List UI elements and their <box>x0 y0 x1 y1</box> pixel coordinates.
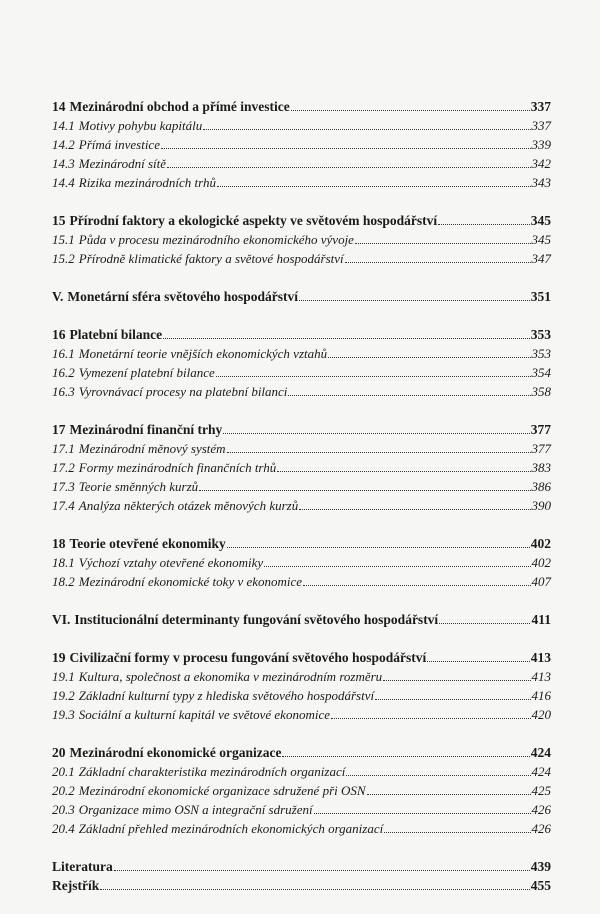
entry-page-number: 345 <box>531 232 551 247</box>
entry-page-number: 426 <box>531 821 551 836</box>
toc-section-entry[interactable] <box>52 800 551 819</box>
dot-leader <box>264 565 530 567</box>
toc-section-entry[interactable] <box>52 173 551 192</box>
entry-number: 16.2 <box>52 365 75 380</box>
dot-leader <box>163 337 530 339</box>
entry-page-number: 439 <box>530 859 551 874</box>
entry-number: 20.4 <box>52 821 75 836</box>
dot-leader <box>161 147 531 149</box>
dot-leader <box>303 584 530 586</box>
toc-section-entry[interactable] <box>52 781 551 800</box>
toc-section-entry[interactable] <box>52 230 551 249</box>
entry-page-number: 351 <box>530 289 551 304</box>
entry-number: 15.2 <box>52 251 75 266</box>
toc-chapter-entry[interactable] <box>52 648 551 667</box>
entry-page-number: 358 <box>531 384 551 399</box>
entry-page-number: 407 <box>531 574 551 589</box>
dot-leader <box>383 679 530 681</box>
entry-number: 17.3 <box>52 479 75 494</box>
dot-leader <box>223 432 529 434</box>
toc-section-entry[interactable] <box>52 762 551 781</box>
toc-group <box>52 857 551 895</box>
entry-number: 14.3 <box>52 156 75 171</box>
entry-page-number: 424 <box>531 764 551 779</box>
toc-chapter-entry[interactable] <box>52 211 551 230</box>
entry-number: 15 <box>52 213 66 228</box>
toc-group <box>52 97 551 192</box>
entry-page-number: 347 <box>531 251 551 266</box>
entry-number: 18.1 <box>52 555 75 570</box>
toc-section-entry[interactable] <box>52 344 551 363</box>
entry-page-number: 353 <box>530 327 551 342</box>
dot-leader <box>199 489 530 491</box>
toc-chapter-entry[interactable] <box>52 857 551 876</box>
dot-leader <box>277 470 530 472</box>
toc-section-entry[interactable] <box>52 458 551 477</box>
entry-number: VI. <box>52 612 71 627</box>
entry-page-number: 426 <box>531 802 551 817</box>
entry-page-number: 411 <box>531 612 551 627</box>
toc-chapter-entry[interactable] <box>52 325 551 344</box>
entry-title: Rejstřík <box>52 878 100 893</box>
entry-title: Sociální a kulturní kapitál ve světové ekonomice <box>78 707 330 722</box>
dot-leader <box>328 356 530 358</box>
entry-page-number: 343 <box>531 175 551 190</box>
entry-title: Monetární sféra světového hospodářství <box>67 289 298 304</box>
toc-group <box>52 325 551 401</box>
dot-leader <box>288 394 530 396</box>
entry-title: Motivy pohybu kapitálu <box>78 118 203 133</box>
entry-title: Teorie směnných kurzů <box>78 479 199 494</box>
entry-page-number: 377 <box>530 422 551 437</box>
dot-leader <box>355 242 531 244</box>
entry-number: 19 <box>52 650 66 665</box>
entry-title: Institucionální determinanty fungování světového hospodářství <box>74 612 439 627</box>
entry-title: Mezinárodní obchod a přímé investice <box>69 99 290 114</box>
entry-page-number: 337 <box>531 118 551 133</box>
entry-number: 16.3 <box>52 384 75 399</box>
toc-group <box>52 287 551 306</box>
toc-section-entry[interactable] <box>52 686 551 705</box>
entry-number: 17.4 <box>52 498 75 513</box>
entry-title: Platební bilance <box>69 327 163 342</box>
dot-leader <box>100 888 530 890</box>
toc-section-entry[interactable] <box>52 667 551 686</box>
entry-page-number: 413 <box>530 650 551 665</box>
toc-chapter-entry[interactable] <box>52 420 551 439</box>
entry-title: Vymezení platební bilance <box>78 365 215 380</box>
entry-page-number: 337 <box>530 99 551 114</box>
toc-group <box>52 211 551 268</box>
entry-page-number: 413 <box>531 669 551 684</box>
entry-title: Základní přehled mezinárodních ekonomických organizací <box>78 821 384 836</box>
entry-number: 20.1 <box>52 764 75 779</box>
toc-chapter-entry[interactable] <box>52 876 551 895</box>
entry-number: 19.2 <box>52 688 75 703</box>
toc-group <box>52 534 551 591</box>
entry-number: 14 <box>52 99 66 114</box>
entry-page-number: 455 <box>530 878 551 893</box>
entry-page-number: 353 <box>531 346 551 361</box>
entry-page-number: 386 <box>531 479 551 494</box>
entry-page-number: 342 <box>531 156 551 171</box>
toc-section-entry[interactable] <box>52 819 551 838</box>
entry-page-number: 354 <box>531 365 551 380</box>
toc-chapter-entry[interactable] <box>52 287 551 306</box>
toc-section-entry[interactable] <box>52 363 551 382</box>
entry-title: Přírodní faktory a ekologické aspekty ve světovém hospodářství <box>69 213 438 228</box>
dot-leader <box>203 128 530 130</box>
entry-number: 20 <box>52 745 66 760</box>
dot-leader <box>346 774 530 776</box>
toc-section-entry[interactable] <box>52 572 551 591</box>
entry-title: Organizace mimo OSN a integrační sdružení <box>78 802 313 817</box>
dot-leader <box>227 546 530 548</box>
entry-page-number: 339 <box>531 137 551 152</box>
toc-group <box>52 610 551 629</box>
entry-title: Monetární teorie vnějších ekonomických vztahů <box>78 346 328 361</box>
entry-number: 16.1 <box>52 346 75 361</box>
dot-leader <box>384 831 530 833</box>
toc-section-entry[interactable] <box>52 496 551 515</box>
entry-title: Analýza některých otázek měnových kurzů <box>78 498 299 513</box>
dot-leader <box>299 299 530 301</box>
entry-title: Základní kulturní typy z hlediska světového hospodářství <box>78 688 375 703</box>
toc-group <box>52 743 551 838</box>
toc-section-entry[interactable] <box>52 116 551 135</box>
toc-section-entry[interactable] <box>52 705 551 724</box>
toc-chapter-entry[interactable] <box>52 97 551 116</box>
entry-number: 18.2 <box>52 574 75 589</box>
entry-page-number: 377 <box>531 441 551 456</box>
toc-chapter-entry[interactable] <box>52 610 551 629</box>
entry-number: 17 <box>52 422 66 437</box>
entry-page-number: 383 <box>531 460 551 475</box>
toc-group <box>52 420 551 515</box>
dot-leader <box>299 508 530 510</box>
entry-title: Mezinárodní finanční trhy <box>69 422 223 437</box>
entry-title: Půda v procesu mezinárodního ekonomického vývoje <box>78 232 354 247</box>
entry-page-number: 390 <box>531 498 551 513</box>
entry-number: 16 <box>52 327 66 342</box>
dot-leader <box>217 185 531 187</box>
dot-leader <box>282 755 529 757</box>
dot-leader <box>114 869 530 871</box>
dot-leader <box>216 375 531 377</box>
dot-leader <box>439 622 530 624</box>
entry-title: Vyrovnávací procesy na platební bilanci <box>78 384 288 399</box>
dot-leader <box>367 793 531 795</box>
entry-number: 18 <box>52 536 66 551</box>
entry-title: Literatura <box>52 859 113 874</box>
entry-number: 20.3 <box>52 802 75 817</box>
entry-page-number: 425 <box>531 783 551 798</box>
entry-title: Kultura, společnost a ekonomika v mezinárodním rozměru <box>78 669 383 684</box>
entry-number: 17.1 <box>52 441 75 456</box>
entry-number: 19.1 <box>52 669 75 684</box>
entry-number: 14.1 <box>52 118 75 133</box>
toc-group <box>52 648 551 724</box>
entry-page-number: 416 <box>531 688 551 703</box>
toc-section-entry[interactable] <box>52 477 551 496</box>
toc-section-entry[interactable] <box>52 553 551 572</box>
dot-leader <box>375 698 530 700</box>
entry-number: 15.1 <box>52 232 75 247</box>
entry-title: Mezinárodní měnový systém <box>78 441 226 456</box>
toc-section-entry[interactable] <box>52 382 551 401</box>
entry-number: 14.2 <box>52 137 75 152</box>
entry-number: 17.2 <box>52 460 75 475</box>
toc-section-entry[interactable] <box>52 439 551 458</box>
dot-leader <box>331 717 531 719</box>
entry-title: Přírodně klimatické faktory a světové hospodářství <box>78 251 344 266</box>
toc-section-entry[interactable] <box>52 154 551 173</box>
dot-leader <box>167 166 530 168</box>
table-of-contents <box>52 97 551 914</box>
dot-leader <box>314 812 531 814</box>
entry-title: Mezinárodní sítě <box>78 156 167 171</box>
entry-title: Přímá investice <box>78 137 160 152</box>
entry-title: Mezinárodní ekonomické organizace <box>69 745 282 760</box>
entry-page-number: 402 <box>531 555 551 570</box>
dot-leader <box>438 223 530 225</box>
toc-chapter-entry[interactable] <box>52 534 551 553</box>
entry-title: Výchozí vztahy otevřené ekonomiky <box>78 555 264 570</box>
entry-number: 14.4 <box>52 175 75 190</box>
entry-number: V. <box>52 289 64 304</box>
dot-leader <box>345 261 531 263</box>
entry-page-number: 345 <box>530 213 551 228</box>
toc-chapter-entry[interactable] <box>52 743 551 762</box>
toc-section-entry[interactable] <box>52 249 551 268</box>
entry-title: Formy mezinárodních finančních trhů <box>78 460 277 475</box>
entry-number: 20.2 <box>52 783 75 798</box>
entry-title: Základní charakteristika mezinárodních organizací <box>78 764 346 779</box>
entry-page-number: 420 <box>531 707 551 722</box>
toc-section-entry[interactable] <box>52 135 551 154</box>
entry-number: 19.3 <box>52 707 75 722</box>
entry-title: Mezinárodní ekonomické toky v ekonomice <box>78 574 303 589</box>
entry-page-number: 402 <box>530 536 551 551</box>
entry-title: Civilizační formy v procesu fungování světového hospodářství <box>69 650 427 665</box>
dot-leader <box>227 451 531 453</box>
entry-page-number: 424 <box>530 745 551 760</box>
dot-leader <box>427 660 529 662</box>
entry-title: Rizika mezinárodních trhů <box>78 175 216 190</box>
entry-title: Teorie otevřené ekonomiky <box>69 536 226 551</box>
dot-leader <box>291 109 530 111</box>
entry-title: Mezinárodní ekonomické organizace sdružené při OSN <box>78 783 366 798</box>
